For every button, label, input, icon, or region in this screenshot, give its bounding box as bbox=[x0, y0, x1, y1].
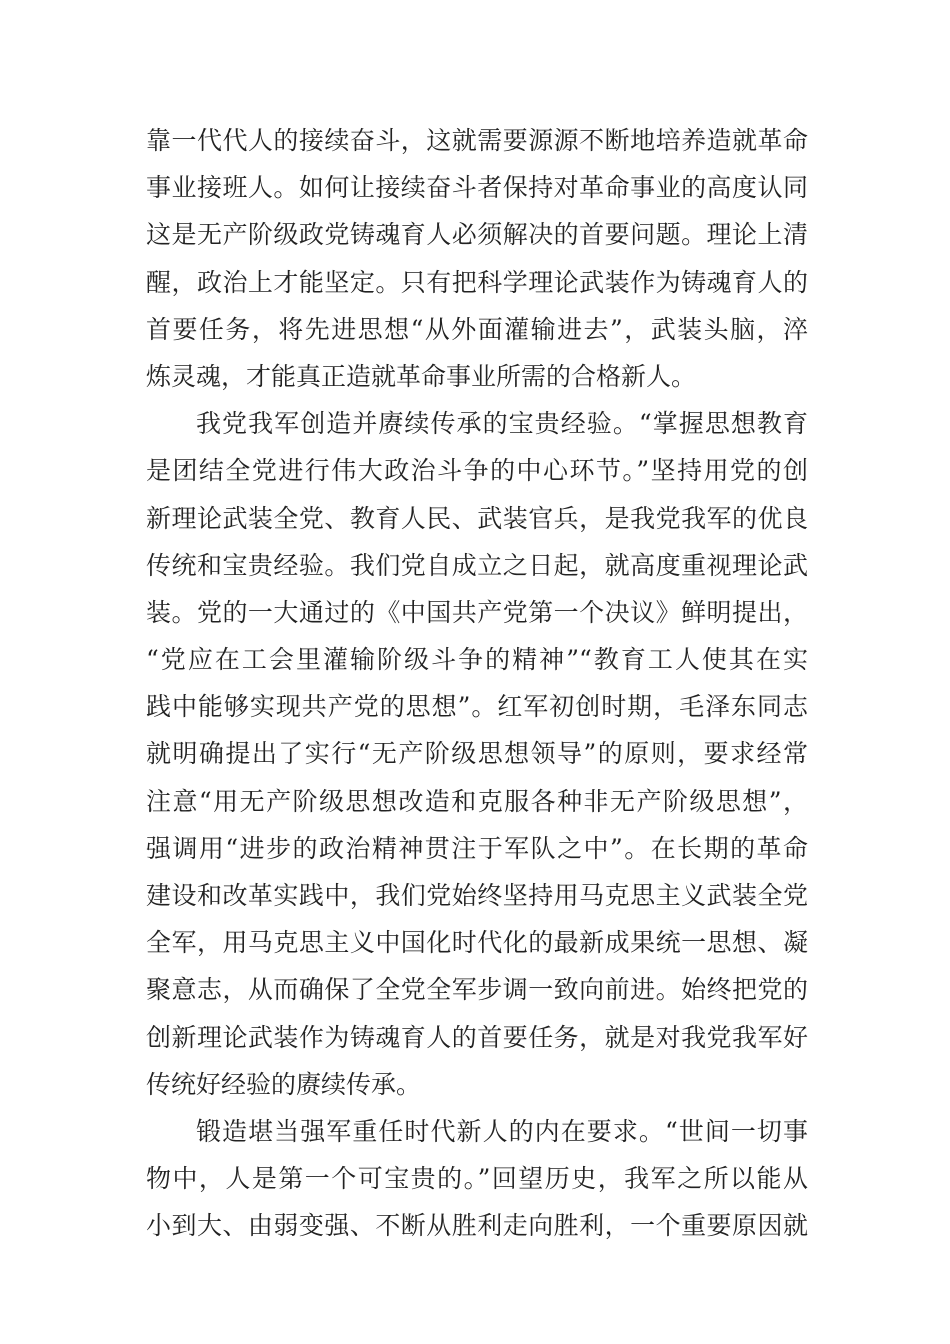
paragraph-1 bbox=[146, 117, 808, 400]
text-line: 传统好经验的赓续传承。 bbox=[146, 1069, 422, 1099]
text-line: 传统和宝贵经验。我们党自成立之日起，就高度重视理论武 bbox=[146, 550, 808, 580]
text-line: 事业接班人。如何让接续奋斗者保持对革命事业的高度认同 bbox=[146, 173, 808, 203]
paragraph-3 bbox=[146, 1108, 808, 1250]
text-line: 就明确提出了实行“无产阶级思想领导”的原则，要求经常 bbox=[146, 739, 808, 769]
text-line: 践中能够实现共产党的思想”。红军初创时期，毛泽东同志 bbox=[146, 692, 808, 722]
text-line: 醒，政治上才能坚定。只有把科学理论武装作为铸魂育人的 bbox=[146, 267, 808, 297]
text-line: 强调用“进步的政治精神贯注于军队之中”。在长期的革命 bbox=[146, 833, 808, 863]
text-line: 新理论武装全党、教育人民、武装官兵，是我党我军的优良 bbox=[146, 503, 808, 533]
text-line: 建设和改革实践中，我们党始终坚持用马克思主义武装全党 bbox=[146, 881, 808, 910]
body-text bbox=[146, 117, 808, 1250]
text-line: 小到大、由弱变强、不断从胜利走向胜利，一个重要原因就 bbox=[146, 1211, 808, 1241]
text-line: 首要任务，将先进思想“从外面灌输进去”，武装头脑，淬 bbox=[146, 314, 808, 344]
text-line: “党应在工会里灌输阶级斗争的精神”“教育工人使其在实 bbox=[146, 645, 808, 675]
text-line: 创新理论武装作为铸魂育人的首要任务，就是对我党我军好 bbox=[146, 1022, 808, 1052]
text-line: 物中，人是第一个可宝贵的。”回望历史，我军之所以能从 bbox=[146, 1164, 808, 1194]
text-line: 聚意志，从而确保了全党全军步调一致向前进。始终把党的 bbox=[146, 975, 808, 1005]
text-line: 我党我军创造并赓续传承的宝贵经验。“掌握思想教育 bbox=[196, 409, 808, 439]
text-line: 靠一代代人的接续奋斗，这就需要源源不断地培养造就革命 bbox=[146, 126, 808, 155]
text-line: 注意“用无产阶级思想改造和克服各种非无产阶级思想”， bbox=[146, 786, 808, 816]
paragraph-2 bbox=[146, 400, 808, 1108]
text-line: 装。党的一大通过的《中国共产党第一个决议》鲜明提出， bbox=[146, 597, 808, 627]
text-line: 炼灵魂，才能真正造就革命事业所需的合格新人。 bbox=[146, 361, 697, 391]
text-line: 全军，用马克思主义中国化时代化的最新成果统一思想、凝 bbox=[146, 928, 808, 958]
text-line: 是团结全党进行伟大政治斗争的中心环节。”坚持用党的创 bbox=[146, 456, 808, 486]
text-line: 锻造堪当强军重任时代新人的内在要求。“世间一切事 bbox=[196, 1116, 808, 1146]
text-line: 这是无产阶级政党铸魂育人必须解决的首要问题。理论上清 bbox=[146, 220, 808, 250]
